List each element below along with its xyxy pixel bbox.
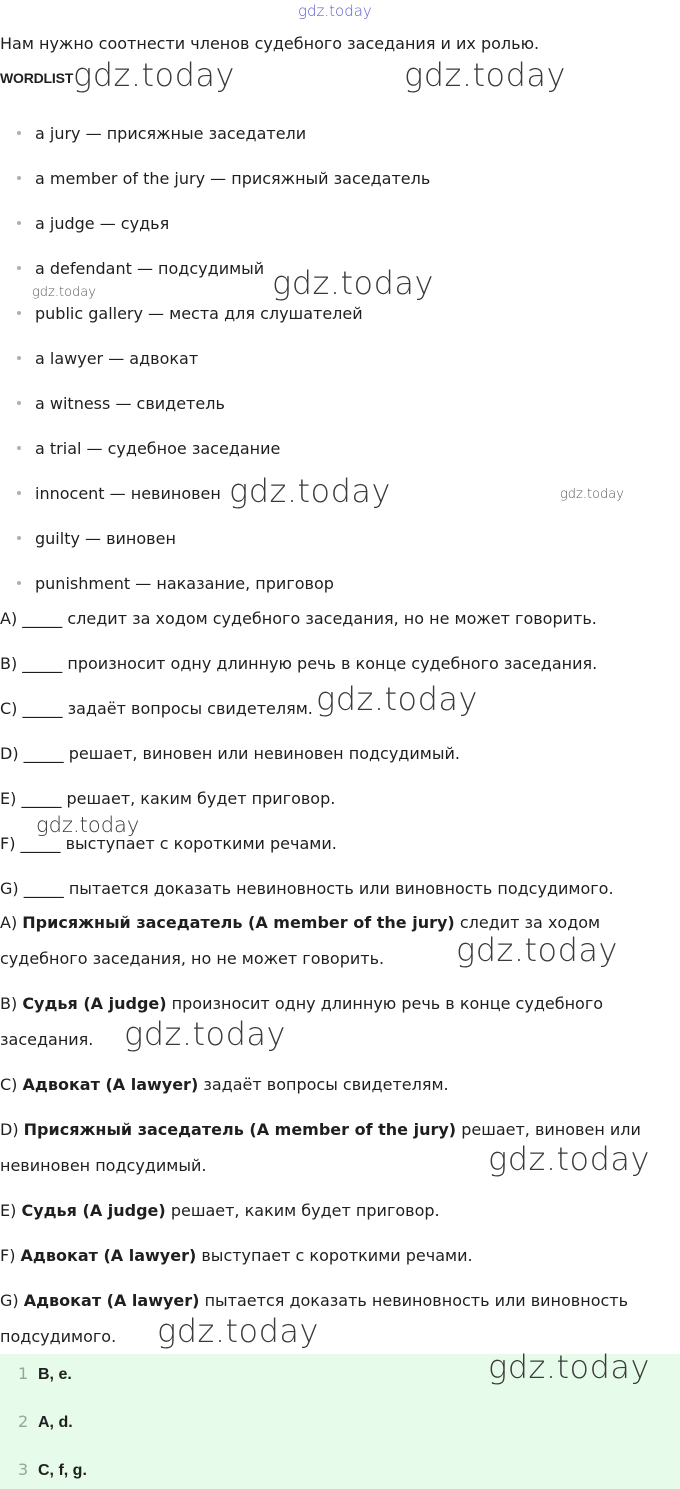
bullet-icon [17,491,21,495]
answer-key-value: B, e. [38,1366,72,1383]
list-item [17,529,176,548]
answer-letter: G) [0,1291,19,1310]
list-item [17,574,334,593]
answer [0,1238,670,1274]
question: E) _____ решает, каким будет приговор. [0,789,336,808]
bullet-icon [17,536,21,540]
answer [0,1112,670,1184]
bullet-icon [17,311,21,315]
answer-text: пытается доказать невиновность или виновность подсудимого. [0,1291,629,1346]
answer-text: решает, виновен или невиновен подсудимый. [0,1120,641,1175]
bullet-icon [17,356,21,360]
intro-text: Нам нужно соотнести членов судебного заседания и их ролью. [0,34,540,53]
answer-letter: E) [0,1201,17,1220]
bullet-icon [17,221,21,225]
bullet-icon [17,446,21,450]
answer-subject: Адвокат (A lawyer) [22,1075,199,1094]
question: A) _____ следит за ходом судебного заседания, но не может говорить. [0,609,597,628]
watermark: gdz.today [272,264,434,302]
watermark: gdz.today [316,680,478,718]
list-item [17,214,169,233]
bullet-icon [17,266,21,270]
answer-key-item [18,1460,87,1480]
watermark: gdz.today [36,813,140,837]
watermark: gdz.today [488,1348,650,1386]
watermark-top: gdz.today [298,2,372,20]
list-item [17,394,225,413]
answer-subject: Присяжный заседатель (A member of the jury) [22,913,455,932]
list-item-text: a judge — судья [35,214,170,233]
question: D) _____ решает, виновен или невиновен подсудимый. [0,744,460,763]
list-item-text: a jury — присяжные заседатели [35,124,307,143]
watermark: gdz.today [32,285,96,300]
watermark: gdz.today [560,487,624,502]
bullet-icon [17,581,21,585]
list-item-text: innocent — невиновен [35,484,221,503]
answer-subject: Адвокат (A lawyer) [20,1246,197,1265]
answer-text: задаёт вопросы свидетелям. [203,1075,449,1094]
answer-letter: C) [0,1075,18,1094]
list-item [17,349,198,368]
answer-subject: Адвокат (A lawyer) [23,1291,200,1310]
answer-key-item [18,1364,72,1384]
answer-key-number: 2 [18,1412,29,1431]
list-item [17,169,430,188]
answer-key-item [18,1412,73,1432]
answer-letter: D) [0,1120,19,1139]
answer [0,986,670,1058]
watermark: gdz.today [488,1140,650,1178]
answer-text: решает, каким будет приговор. [170,1201,440,1220]
list-item-text: a trial — судебное заседание [35,439,281,458]
answer-subject: Судья (A judge) [22,994,167,1013]
answer-text: произносит одну длинную речь в конце судебного заседания. [0,994,604,1049]
list-item-text: a member of the jury — присяжный заседатель [35,169,431,188]
list-item-text: a defendant — подсудимый [35,259,265,278]
question: G) _____ пытается доказать невиновность или виновность подсудимого. [0,879,614,898]
answer-key-value: A, d. [38,1414,73,1431]
bullet-icon [17,401,21,405]
watermark: gdz.today [73,56,235,94]
list-item [17,484,221,503]
question: C) _____ задаёт вопросы свидетелям. [0,699,313,718]
list-item [17,124,306,143]
watermark: gdz.today [157,1312,319,1350]
question: F) _____ выступает с короткими речами. [0,834,337,853]
watermark: gdz.today [456,931,618,969]
answer [0,1193,670,1229]
answer-letter: A) [0,913,18,932]
list-item-text: public gallery — места для слушателей [35,304,363,323]
answer-key-value: C, f, g. [38,1462,87,1479]
list-item-text: punishment — наказание, приговор [35,574,334,593]
answer [0,905,670,977]
watermark: gdz.today [229,472,391,510]
answer-key-number: 1 [18,1364,29,1383]
answer-subject: Судья (A judge) [21,1201,166,1220]
list-item-text: a witness — свидетель [35,394,225,413]
answer [0,1067,670,1103]
list-item [17,259,264,278]
bullet-icon [17,131,21,135]
answer-text: выступает с короткими речами. [201,1246,473,1265]
list-item [17,439,280,458]
question: B) _____ произносит одну длинную речь в конце судебного заседания. [0,654,598,673]
answer-letter: B) [0,994,18,1013]
list-item [17,304,363,323]
bullet-icon [17,176,21,180]
answer-subject: Присяжный заседатель (A member of the jury) [23,1120,457,1139]
answer-key-number: 3 [18,1460,29,1479]
answer-letter: F) [0,1246,16,1265]
watermark: gdz.today [404,56,566,94]
watermark: gdz.today [124,1015,286,1053]
answer-text: следит за ходом судебного заседания, но не может говорить. [0,913,601,968]
answer [0,1283,670,1355]
wordlist-label: WORDLIST [0,70,74,86]
list-item-text: guilty — виновен [35,529,176,548]
list-item-text: a lawyer — адвокат [35,349,199,368]
